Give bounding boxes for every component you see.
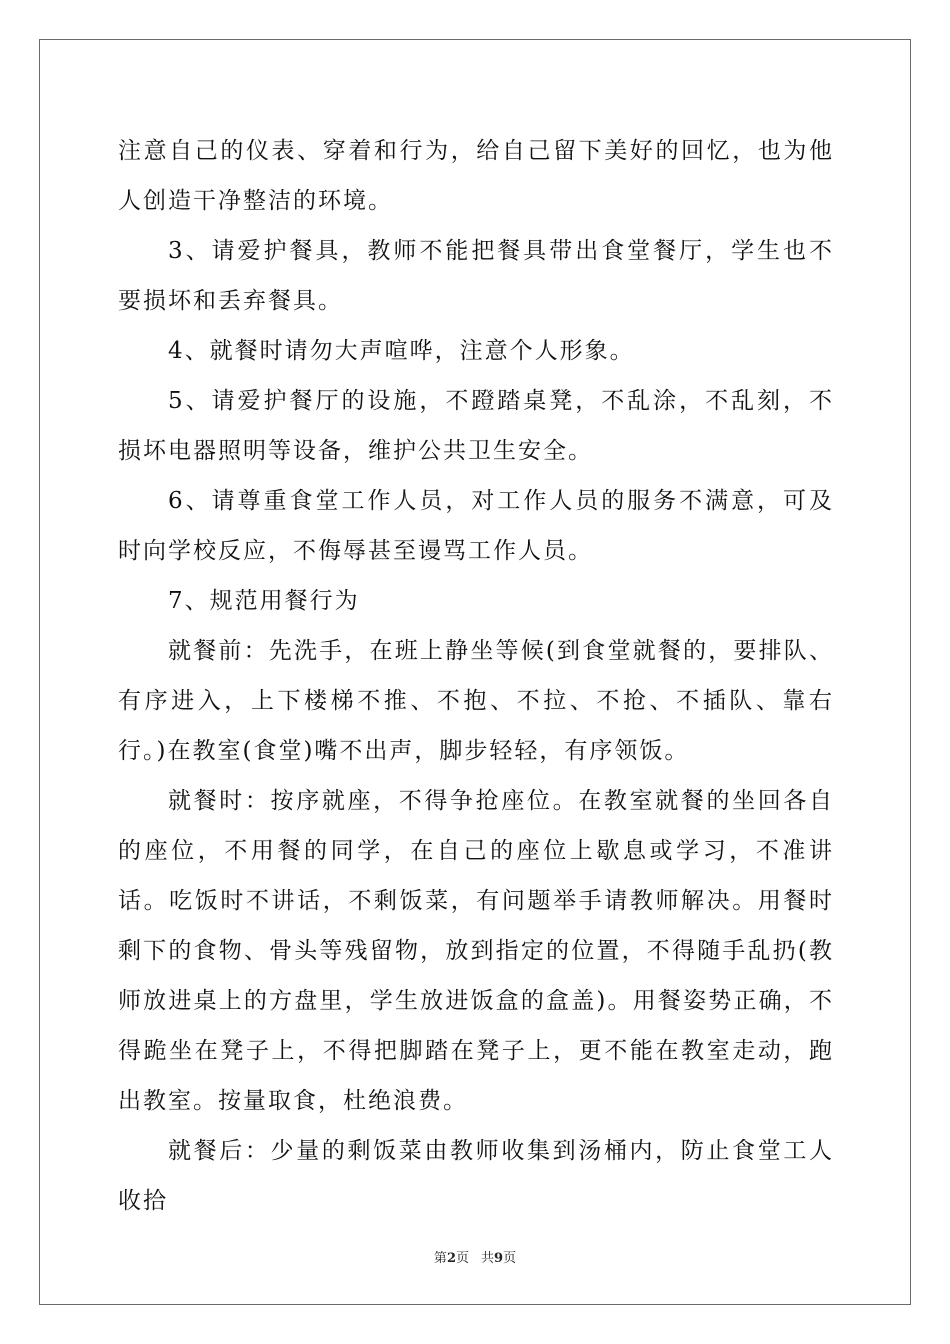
paragraph: 3、请爱护餐具，教师不能把餐具带出食堂餐厅，学生也不要损坏和丢弃餐具。 <box>118 238 834 314</box>
paragraph: 就餐前：先洗手，在班上静坐等候(到食堂就餐的，要排队、有序进入，上下楼梯不推、不抱、不拉、不抢、不插队、靠右行。)在教室(食堂)嘴不出声，脚步轻轻，有序领饭。 <box>118 638 834 764</box>
paragraph: 7、规范用餐行为 <box>168 588 360 614</box>
total-pages: 9 <box>494 1251 504 1266</box>
paragraph: 4、就餐时请勿大声喧哗，注意个人形象。 <box>168 338 635 364</box>
paragraph: 就餐后：少量的剩饭菜由教师收集到汤桶内，防止食堂工人收拾 <box>118 1138 834 1214</box>
paragraph: 就餐时：按序就座，不得争抢座位。在教室就餐的坐回各自的座位，不用餐的同学，在自己的座位上歇息或学习，不准讲话。吃饭时不讲话，不剩饭菜，有问题举手请教师解决。用餐时剩下的食物、骨头等残留物，放到指定的位置，不得随手乱扔(教师放进桌上的方盘里，学生放进饭盒的盒盖)。用餐姿势正确，不得跪坐在凳子上，不得把脚踏在凳子上，更不能在教室走动，跑出教室。按量取食，杜绝浪费。 <box>118 788 834 1114</box>
total-prefix: 共 <box>481 1251 495 1266</box>
document-body <box>118 126 834 1226</box>
total-suffix: 页 <box>503 1251 517 1266</box>
page-footer <box>0 1247 950 1266</box>
page-suffix: 页 <box>455 1251 469 1266</box>
page-prefix: 第 <box>433 1251 447 1266</box>
paragraph: 5、请爱护餐厅的设施，不蹬踏桌凳，不乱涂，不乱刻，不损坏电器照明等设备，维护公共卫生安全。 <box>118 388 834 464</box>
paragraph: 6、请尊重食堂工作人员，对工作人员的服务不满意，可及时向学校反应，不侮辱甚至谩骂工作人员。 <box>118 488 834 564</box>
paragraph: 注意自己的仪表、穿着和行为，给自己留下美好的回忆，也为他人创造干净整洁的环境。 <box>118 138 834 214</box>
page-number: 2 <box>446 1251 456 1266</box>
